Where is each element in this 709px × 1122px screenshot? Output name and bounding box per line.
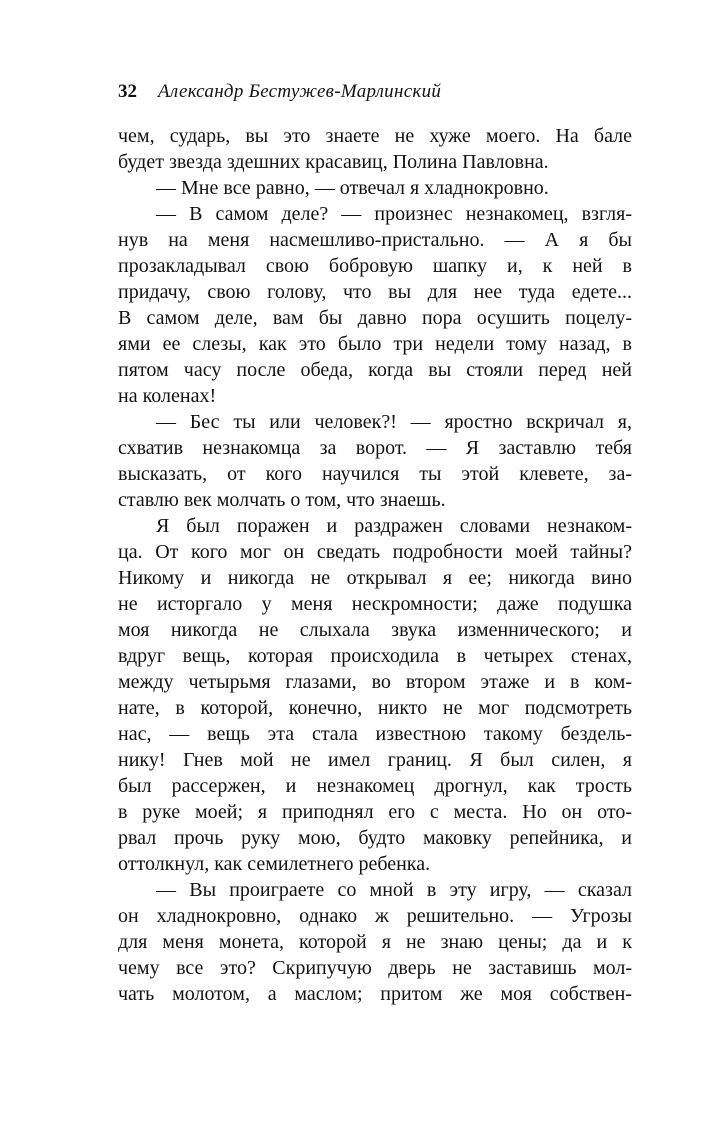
text-line: рвал прочь руку мою, будто маковку репейника, и xyxy=(118,827,632,849)
text-line: оттолкнул, как семилетнего ребенка. xyxy=(118,853,431,875)
text-line: прозакладывал свою бобровую шапку и, к ней в xyxy=(118,255,632,277)
text-line: схватив незнакомца за ворот. — Я заставлю тебя xyxy=(118,437,632,459)
paragraph xyxy=(118,877,632,1007)
text-line: для меня монета, которой я не знаю цены; да и к xyxy=(118,931,632,953)
text-line: вдруг вещь, которая происходила в четырех стенах, xyxy=(118,645,632,667)
text-line: в руке моей; я приподнял его с места. Но он ото- xyxy=(118,801,632,823)
text-line: высказать, от кого научился ты этой клевете, за- xyxy=(118,463,632,485)
paragraph xyxy=(118,201,632,409)
text-line: чать молотом, а маслом; притом же моя собствен- xyxy=(118,983,632,1005)
running-header xyxy=(118,80,632,104)
text-line: будет звезда здешних красавиц, Полина Павловна. xyxy=(118,151,549,173)
text-line: не исторгало у меня нескромности; даже подушка xyxy=(118,593,632,615)
text-line: нув на меня насмешливо-пристально. — А я бы xyxy=(118,229,632,251)
running-title: Александр Бестужев-Марлинский xyxy=(158,81,442,102)
text-line: чем, сударь, вы это знаете не хуже моего. На бале xyxy=(118,125,632,147)
text-line: был рассержен, и незнакомец дрогнул, как трость xyxy=(118,775,632,797)
text-line: ца. От кого мог он сведать подробности моей тайны? xyxy=(118,541,632,563)
text-line: придачу, свою голову, что вы для нее туда едете... xyxy=(118,281,632,303)
paragraph xyxy=(118,123,632,175)
paragraph xyxy=(118,175,632,201)
text-line: чему все это? Скрипучую дверь не заставишь мол- xyxy=(118,957,632,979)
text-line: — Мне все равно, — отвечал я хладнокровно. xyxy=(156,177,549,199)
text-line: на коленах! xyxy=(118,385,217,407)
body-text xyxy=(118,123,632,1007)
text-line: — Бес ты или человек?! — яростно вскричал я, xyxy=(156,411,632,433)
text-line: — В самом деле? — произнес незнакомец, взгля- xyxy=(156,203,632,225)
text-line: ями ее слезы, как это было три недели тому назад, в xyxy=(118,333,632,355)
text-line: пятом часу после обеда, когда вы стояли перед ней xyxy=(118,359,632,381)
text-line: он хладнокровно, однако ж решительно. — Угрозы xyxy=(118,905,632,927)
text-line: нате, в которой, конечно, никто не мог подсмотреть xyxy=(118,697,632,719)
text-line: Я был поражен и раздражен словами незнаком- xyxy=(156,515,632,537)
paragraph xyxy=(118,409,632,513)
paragraph xyxy=(118,513,632,877)
text-line: В самом деле, вам бы давно пора осушить поцелу- xyxy=(118,307,632,329)
text-line: между четырьмя глазами, во втором этаже и в ком- xyxy=(118,671,632,693)
text-line: Никому и никогда не открывал я ее; никогда вино xyxy=(118,567,632,589)
text-line: ставлю век молчать о том, что знаешь. xyxy=(118,489,446,511)
page-number: 32 xyxy=(118,81,137,102)
text-line: нас, — вещь эта стала известною такому бездель- xyxy=(118,723,632,745)
text-line: — Вы проиграете со мной в эту игру, — сказал xyxy=(156,879,632,901)
text-line: нику! Гнев мой не имел границ. Я был силен, я xyxy=(118,749,632,771)
text-block xyxy=(118,80,632,1007)
text-line: моя никогда не слыхала звука изменнического; и xyxy=(118,619,632,641)
